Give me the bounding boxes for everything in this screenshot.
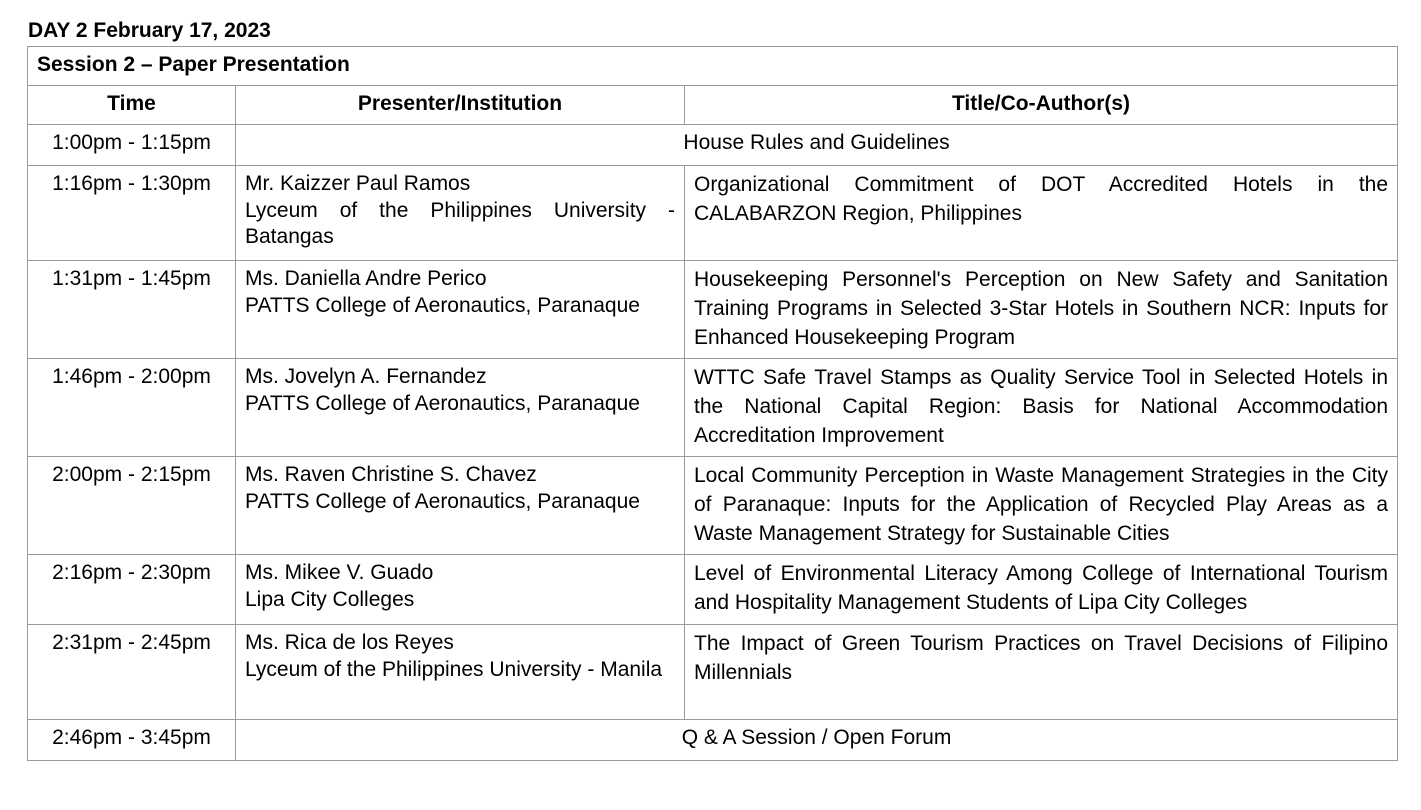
presenter-institution: Lyceum of the Philippines University - Manila — [245, 658, 663, 681]
presenter-cell — [236, 457, 685, 555]
activity-cell: Q & A Session / Open Forum — [236, 720, 1398, 761]
presenter-name: Ms. Mikee V. Guado — [245, 561, 434, 584]
time-cell: 2:16pm - 2:30pm — [28, 555, 236, 625]
paper-title: WTTC Safe Travel Stamps as Quality Service Tool in Selected Hotels in the National Capital Region: Basis for National Accommodation Accreditation Improvement — [685, 359, 1398, 457]
paper-title: Organizational Commitment of DOT Accredited Hotels in the CALABARZON Region, Philippines — [685, 166, 1398, 261]
schedule-row — [28, 720, 1398, 761]
presenter-name: Mr. Kaizzer Paul Ramos — [245, 172, 471, 195]
presenter-cell — [236, 625, 685, 720]
presenter-institution: PATTS College of Aeronautics, Paranaque — [245, 294, 640, 317]
paper-title: Level of Environmental Literacy Among College of International Tourism and Hospitality Management Students of Lipa City Colleges — [685, 555, 1398, 625]
presenter-name: Ms. Raven Christine S. Chavez — [245, 463, 537, 486]
presenter-name: Ms. Daniella Andre Perico — [245, 267, 487, 290]
schedule-row — [28, 625, 1398, 720]
presenter-name: Ms. Rica de los Reyes — [245, 631, 454, 654]
schedule-row — [28, 359, 1398, 457]
time-cell: 2:31pm - 2:45pm — [28, 625, 236, 720]
presenter-cell — [236, 166, 685, 261]
time-cell: 1:00pm - 1:15pm — [28, 125, 236, 166]
column-header-time: Time — [28, 86, 236, 125]
presenter-cell — [236, 555, 685, 625]
time-cell: 1:16pm - 1:30pm — [28, 166, 236, 261]
day-heading: DAY 2 February 17, 2023 — [28, 19, 271, 42]
schedule-row — [28, 555, 1398, 625]
schedule-row — [28, 125, 1398, 166]
presenter-name: Ms. Jovelyn A. Fernandez — [245, 365, 487, 388]
column-header-presenter: Presenter/Institution — [236, 86, 685, 125]
presenter-institution: PATTS College of Aeronautics, Paranaque — [245, 392, 640, 415]
schedule-row — [28, 457, 1398, 555]
paper-title: Local Community Perception in Waste Management Strategies in the City of Paranaque: Inputs for the Application of Recycled Play Areas as a Waste Management Strategy for Sustainable Cities — [685, 457, 1398, 555]
schedule-row — [28, 261, 1398, 359]
session-title: Session 2 – Paper Presentation — [28, 47, 1398, 86]
column-header-title: Title/Co-Author(s) — [685, 86, 1398, 125]
time-cell: 2:00pm - 2:15pm — [28, 457, 236, 555]
paper-title: The Impact of Green Tourism Practices on Travel Decisions of Filipino Millennials — [685, 625, 1398, 720]
schedule-row — [28, 166, 1398, 261]
presenter-institution: Lipa City Colleges — [245, 588, 415, 611]
activity-cell: House Rules and Guidelines — [236, 125, 1398, 166]
time-cell: 1:31pm - 1:45pm — [28, 261, 236, 359]
session-row — [28, 47, 1398, 86]
schedule-table — [27, 46, 1398, 761]
paper-title: Housekeeping Personnel's Perception on New Safety and Sanitation Training Programs in Selected 3-Star Hotels in Southern NCR: Inputs for Enhanced Housekeeping Program — [685, 261, 1398, 359]
header-row — [28, 86, 1398, 125]
presenter-institution: Lyceum of the Philippines University - Batangas — [245, 199, 675, 248]
presenter-cell — [236, 359, 685, 457]
presenter-cell — [236, 261, 685, 359]
presenter-institution: PATTS College of Aeronautics, Paranaque — [245, 490, 640, 513]
time-cell: 1:46pm - 2:00pm — [28, 359, 236, 457]
time-cell: 2:46pm - 3:45pm — [28, 720, 236, 761]
